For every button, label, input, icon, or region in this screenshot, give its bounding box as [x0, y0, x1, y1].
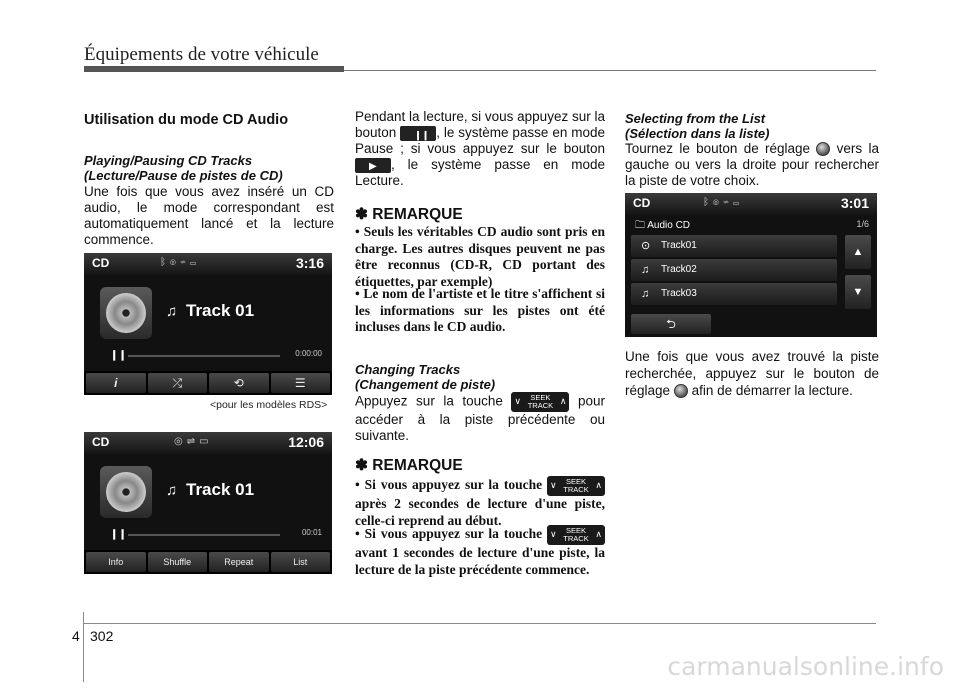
cd-disc-icon — [100, 287, 152, 339]
status-icons — [174, 436, 213, 447]
source-label: CD — [92, 435, 110, 449]
subhead-line: (Changement de piste) — [355, 377, 496, 392]
usb-icon: ⇌ — [180, 257, 190, 268]
list-item[interactable] — [631, 235, 837, 257]
track-title: Track 01 — [186, 480, 255, 499]
back-icon: ⮌ — [666, 317, 676, 331]
aux-icon: ▭ — [733, 197, 743, 208]
body-paragraph-select — [625, 141, 879, 189]
body-text: afin de démarrer la lecture. — [691, 383, 853, 398]
subhead-play-pause — [84, 153, 283, 183]
usb-icon: ⇌ — [186, 436, 200, 447]
remark-title: ✽ REMARQUE — [355, 206, 463, 223]
cd-disc-icon — [100, 466, 152, 518]
bullet-text: • Si vous appuyez sur la touche — [355, 477, 543, 493]
disc-art — [106, 472, 146, 512]
body-text: , le système passe en mode Pause ; si vous appuyez sur le bouton — [355, 125, 605, 156]
seek-track-button-icon: ∨ SEEK TRACK ∧ — [511, 392, 569, 412]
cd-screen-rds — [84, 253, 332, 395]
progress-bar — [128, 534, 280, 536]
screen-status-bar — [84, 253, 332, 275]
scroll-down-button[interactable] — [845, 275, 871, 309]
body-paragraph-seek — [355, 392, 605, 444]
body-text: pour accéder à la piste précédente ou suivante. — [355, 393, 605, 443]
progress-time: 0:00:00 — [295, 349, 322, 358]
status-icons — [703, 197, 743, 208]
status-icons — [160, 257, 200, 268]
bluetooth-icon: ᛒ — [703, 197, 713, 208]
aux-icon: ▭ — [199, 436, 213, 447]
body-text: , le système passe en mode Lecture. — [355, 157, 605, 188]
seek-label: SEEK — [566, 526, 587, 535]
screen-caption: <pour les modèles RDS> — [210, 399, 328, 411]
body-paragraph: Une fois que vous avez inséré un CD audio, le mode correspondant est automatiquement lancé et la lecture commence. — [84, 184, 334, 247]
list-item-label: Track01 — [661, 240, 697, 251]
track-label: TRACK — [563, 534, 589, 543]
pause-button-icon: ❙❙ — [400, 126, 436, 141]
bullet-text: après 2 secondes de lecture d'une piste, celle-ci reprend au début. — [355, 496, 605, 528]
track-label: TRACK — [527, 401, 554, 410]
body-paragraph-play-pause — [355, 109, 605, 189]
bullet-text: • Si vous appuyez sur la touche — [355, 526, 543, 542]
page-divider — [83, 612, 84, 682]
header-rule — [344, 70, 876, 71]
subhead-line: (Lecture/Pause de pistes de CD) — [84, 168, 283, 183]
remark-title: ✽ REMARQUE — [355, 457, 463, 474]
list-item[interactable] — [631, 283, 837, 305]
usb-icon: ⇌ — [723, 197, 733, 208]
remark-bullet — [355, 476, 605, 529]
pause-icon: ❙❙ — [110, 350, 127, 361]
back-button[interactable] — [631, 314, 711, 334]
remark-bullet — [355, 525, 605, 578]
body-paragraph-confirm — [625, 348, 879, 399]
info-softkey[interactable] — [86, 373, 146, 393]
clock: 12:06 — [288, 434, 324, 450]
disc-icon: ◎ — [713, 197, 723, 208]
track-label: TRACK — [563, 485, 589, 494]
header-bar — [84, 66, 344, 72]
seek-track-button-icon: ∨ SEEK TRACK ∧ — [547, 525, 605, 545]
pause-icon: ❙❙ — [110, 529, 127, 540]
track-title: Track 01 — [186, 301, 255, 320]
play-button-icon: ▶ — [355, 158, 391, 173]
bullet-text: avant 1 secondes de lecture d'une piste, la lecture de la piste précédente commence. — [355, 545, 605, 577]
bluetooth-icon: ᛒ — [160, 257, 170, 268]
page-header-title: Équipements de votre véhicule — [84, 44, 319, 65]
tune-knob-icon — [674, 384, 688, 398]
list-item-label: Track02 — [661, 264, 697, 275]
body-text: Tournez le bouton de réglage — [625, 141, 811, 156]
subhead-selecting-list — [625, 111, 770, 141]
list-softkey[interactable] — [271, 373, 331, 393]
repeat-softkey[interactable]: Repeat — [209, 552, 269, 572]
arrow-down-icon: ▼ — [852, 286, 864, 298]
remark-bullet: • Le nom de l'artiste et le titre s'affichent si les informations sur les pistes ont été incluses dans le CD audio. — [355, 286, 605, 334]
subhead-line: Changing Tracks — [355, 362, 461, 377]
list-softkey[interactable]: List — [271, 552, 331, 572]
subhead-line: (Sélection dans la liste) — [625, 126, 770, 141]
play-icon: ⊙ — [641, 240, 651, 252]
seek-track-button-icon: ∨ SEEK TRACK ∧ — [547, 476, 605, 496]
cd-screen — [84, 432, 332, 574]
list-item-label: Track03 — [661, 288, 697, 299]
softkey-bar — [84, 371, 332, 395]
shuffle-softkey[interactable] — [148, 373, 208, 393]
music-note-icon: ♫ — [166, 303, 178, 320]
seek-label: SEEK — [566, 477, 587, 486]
folder-icon: 🗀 — [635, 220, 645, 231]
list-counter: 1/6 — [856, 219, 869, 229]
disc-icon: ◎ — [174, 436, 187, 447]
subhead-line: Selecting from the List — [625, 111, 766, 126]
repeat-icon: ⟲ — [233, 376, 244, 390]
body-text: Une fois que vous avez trouvé la piste recherchée, appuyez sur le bouton de réglage — [625, 349, 879, 398]
footer-rule — [84, 623, 876, 624]
disc-icon: ◎ — [170, 257, 180, 268]
cd-list-screen — [625, 193, 877, 337]
body-text: vers la gauche ou vers la droite pour rechercher la piste de votre choix. — [625, 141, 879, 188]
list-item[interactable] — [631, 259, 837, 281]
arrow-up-icon: ▲ — [852, 246, 864, 258]
page-number: 302 — [90, 628, 114, 644]
music-note-icon: ♫ — [166, 482, 178, 499]
subhead-line: Playing/Pausing CD Tracks — [84, 153, 253, 168]
body-text: Pendant la lecture, si vous appuyez sur la bouton — [355, 109, 605, 140]
watermark: carmanualsonline.info — [667, 652, 944, 681]
remark-bullet: • Seuls les véritables CD audio sont pris en charge. Les autres disques peuvent ne pas être reconnus (CD-R, CD portant des étiquettes, par exemple) — [355, 224, 605, 289]
folder-header — [635, 218, 690, 235]
info-icon: i — [114, 376, 118, 390]
clock: 3:16 — [295, 255, 324, 271]
section-title: Utilisation du mode CD Audio — [84, 112, 289, 128]
scroll-up-button[interactable] — [845, 235, 871, 269]
subhead-changing-tracks — [355, 362, 495, 392]
aux-icon: ▭ — [190, 257, 200, 268]
info-softkey[interactable]: Info — [86, 552, 146, 572]
progress-time: 00:01 — [301, 528, 322, 537]
music-note-icon: ♫ — [641, 264, 650, 276]
softkey-bar — [84, 550, 332, 574]
source-label: CD — [633, 196, 651, 210]
disc-art — [106, 293, 146, 333]
shuffle-icon: ⤮ — [172, 376, 183, 390]
body-text: Appuyez sur la touche — [355, 393, 503, 409]
music-note-icon: ♫ — [641, 288, 650, 300]
list-icon: ☰ — [294, 376, 306, 390]
screen-status-bar — [625, 193, 877, 215]
clock: 3:01 — [840, 195, 869, 211]
source-label: CD — [92, 256, 110, 270]
repeat-softkey[interactable] — [209, 373, 269, 393]
shuffle-softkey[interactable]: Shuffle — [148, 552, 208, 572]
chapter-number: 4 — [72, 628, 80, 644]
progress-bar — [128, 355, 280, 357]
seek-label: SEEK — [530, 393, 551, 402]
tune-knob-icon — [816, 142, 830, 156]
folder-name: Audio CD — [647, 220, 691, 231]
